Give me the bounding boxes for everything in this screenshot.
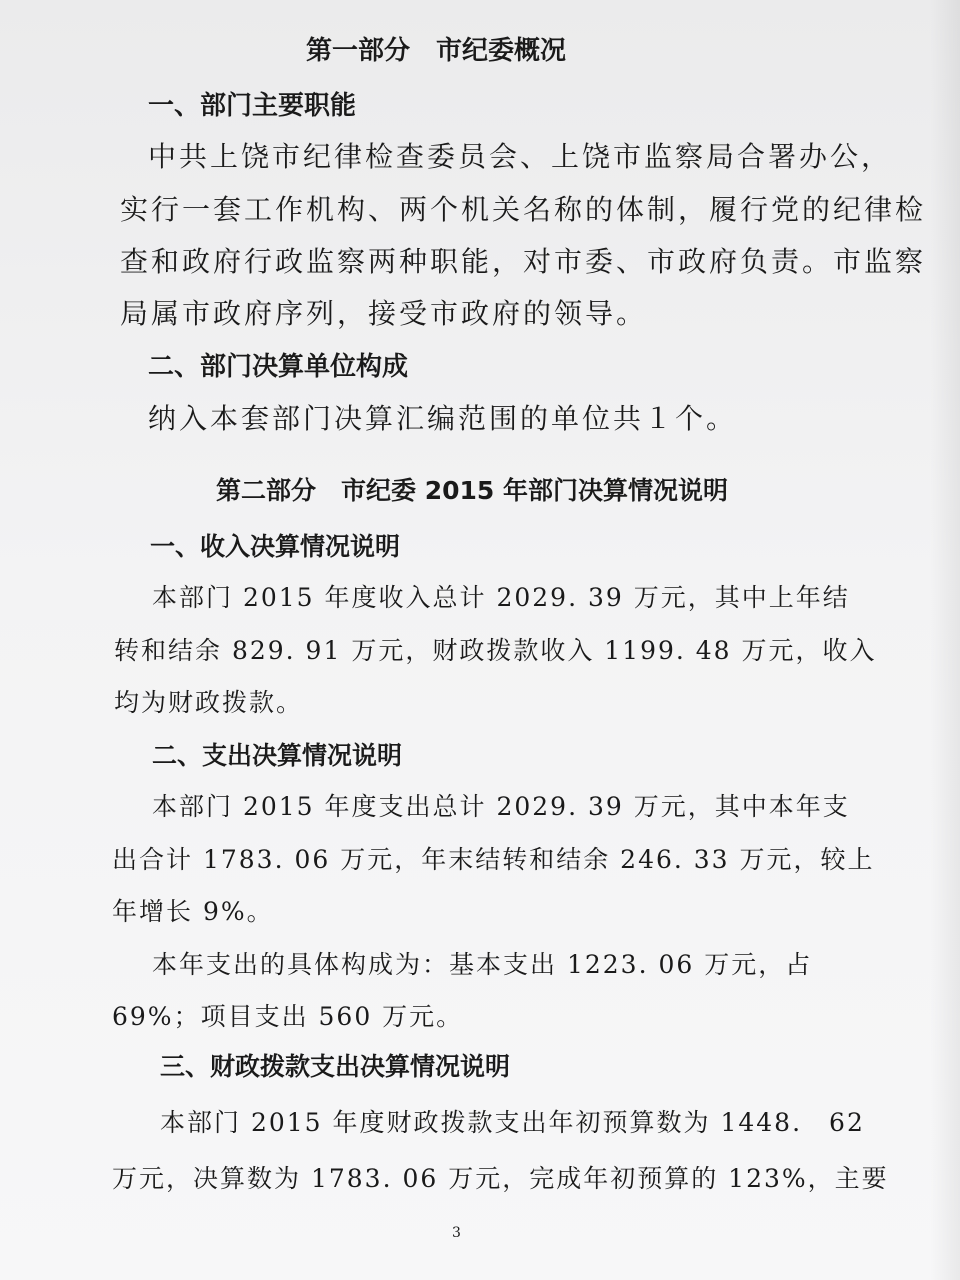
part1-title: 第一部分 市纪委概况: [306, 36, 567, 66]
part2-section1-line: 均为财政拨款。: [114, 688, 304, 717]
part1-section2-line: 纳入本套部门决算汇编范围的单位共１个。: [148, 402, 738, 435]
part1-section2-heading: 二、部门决算单位构成: [148, 352, 409, 382]
part2-section3-line: 万元，决算数为 1783. 06 万元，完成年初预算的 123%，主要: [112, 1164, 889, 1193]
part2-section2-line: 出合计 1783. 06 万元，年末结转和结余 246. 33 万元，较上: [112, 845, 875, 874]
page-edge-shadow: [930, 0, 960, 1280]
part2-section2-line: 69%；项目支出 560 万元。: [112, 1002, 464, 1031]
part1-section1-line: 查和政府行政监察两种职能，对市委、市政府负责。市监察: [120, 245, 927, 278]
part2-section2-line: 本年支出的具体构成为：基本支出 1223. 06 万元，占: [152, 950, 813, 979]
page-number: 3: [452, 1225, 461, 1241]
part2-section2-line: 年增长 9%。: [112, 897, 274, 926]
part2-section1-heading: 一、收入决算情况说明: [150, 532, 401, 561]
part2-section3-line: 本部门 2015 年度财政拨款支出年初预算数为 1448. 62: [160, 1108, 865, 1137]
part2-section2-line: 本部门 2015 年度支出总计 2029. 39 万元，其中本年支: [152, 792, 850, 821]
part1-section1-line: 实行一套工作机构、两个机关名称的体制，履行党的纪律检: [120, 193, 927, 226]
part1-section1-line: 局属市政府序列，接受市政府的领导。: [120, 297, 648, 330]
part2-section1-line: 转和结余 829. 91 万元，财政拨款收入 1199. 48 万元，收入: [114, 636, 877, 665]
part2-section2-heading: 二、支出决算情况说明: [152, 741, 403, 770]
part2-title: 第二部分 市纪委 2015 年部门决算情况说明: [216, 476, 728, 505]
part1-section1-heading: 一、部门主要职能: [148, 91, 357, 121]
part2-section3-heading: 三、财政拨款支出决算情况说明: [160, 1052, 511, 1081]
part2-section1-line: 本部门 2015 年度收入总计 2029. 39 万元，其中上年结: [152, 583, 850, 612]
part1-section1-line: 中共上饶市纪律检查委员会、上饶市监察局合署办公，: [148, 140, 893, 173]
